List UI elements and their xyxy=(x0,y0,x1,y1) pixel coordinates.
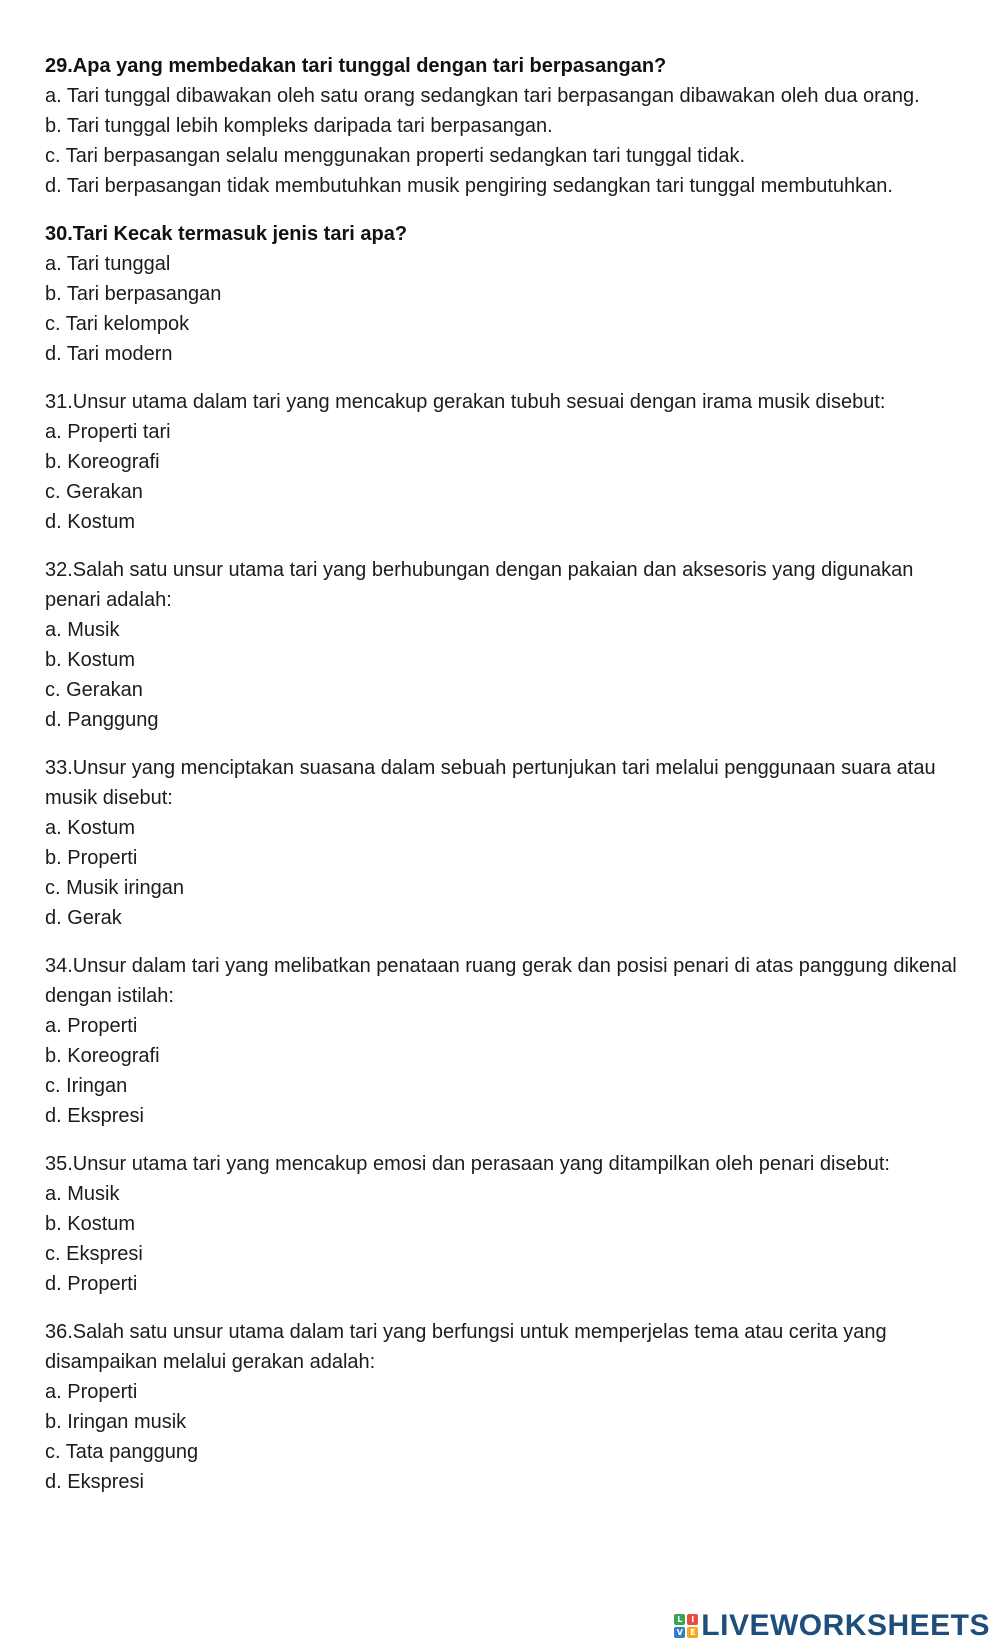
answer-option: b. Iringan musik xyxy=(45,1411,187,1433)
question-block xyxy=(45,387,965,537)
answer-option: d. Kostum xyxy=(45,511,136,533)
question-text: 35.Unsur utama tari yang mencakup emosi dan perasaan yang ditampilkan oleh penari disebut: xyxy=(45,1153,890,1175)
answer-option: c. Tata panggung xyxy=(45,1441,199,1463)
answer-option: a. Tari tunggal xyxy=(45,253,171,275)
answer-option: d. Ekspresi xyxy=(45,1471,144,1493)
answer-option: c. Tari berpasangan selalu menggunakan properti sedangkan tari tunggal tidak. xyxy=(45,145,746,167)
answer-option: c. Gerakan xyxy=(45,481,143,503)
worksheet xyxy=(45,51,965,1515)
question-text: 33.Unsur yang menciptakan suasana dalam sebuah pertunjukan tari melalui penggunaan suara atau musik disebut: xyxy=(45,757,936,809)
question-text: 29.Apa yang membedakan tari tunggal dengan tari berpasangan? xyxy=(45,55,667,77)
answer-option: b. Properti xyxy=(45,847,138,869)
answer-option: b. Kostum xyxy=(45,1213,136,1235)
logo-letter-v: V xyxy=(674,1627,685,1638)
question-block xyxy=(45,219,965,369)
answer-option: d. Ekspresi xyxy=(45,1105,144,1127)
answer-option: a. Tari tunggal dibawakan oleh satu orang sedangkan tari berpasangan dibawakan oleh dua orang. xyxy=(45,85,920,107)
logo-letter-l: L xyxy=(674,1614,685,1625)
logo-letter-i: I xyxy=(687,1614,698,1625)
question-block xyxy=(45,1317,965,1497)
answer-option: a. Properti tari xyxy=(45,421,171,443)
answer-option: c. Iringan xyxy=(45,1075,128,1097)
answer-option: b. Koreografi xyxy=(45,451,160,473)
answer-option: a. Properti xyxy=(45,1015,138,1037)
answer-option: d. Gerak xyxy=(45,907,122,929)
brand-footer xyxy=(674,1609,990,1643)
answer-option: c. Ekspresi xyxy=(45,1243,143,1265)
answer-option: d. Tari berpasangan tidak membutuhkan musik pengiring sedangkan tari tunggal membutuhkan. xyxy=(45,175,893,197)
answer-option: a. Kostum xyxy=(45,817,136,839)
answer-option: d. Tari modern xyxy=(45,343,173,365)
question-block xyxy=(45,1149,965,1299)
question-block xyxy=(45,555,965,735)
answer-option: a. Properti xyxy=(45,1381,138,1403)
answer-option: c. Gerakan xyxy=(45,679,143,701)
answer-option: c. Musik iringan xyxy=(45,877,184,899)
answer-option: b. Koreografi xyxy=(45,1045,160,1067)
answer-option: d. Properti xyxy=(45,1273,138,1295)
question-text: 32.Salah satu unsur utama tari yang berhubungan dengan pakaian dan aksesoris yang digunakan penari adalah: xyxy=(45,559,914,611)
answer-option: b. Tari berpasangan xyxy=(45,283,222,305)
answer-option: c. Tari kelompok xyxy=(45,313,190,335)
liveworksheets-logo-icon xyxy=(674,1614,698,1638)
brand-name: LIVEWORKSHEETS xyxy=(701,1609,990,1642)
question-text: 36.Salah satu unsur utama dalam tari yang berfungsi untuk memperjelas tema atau cerita yang disampaikan melalui gerakan adalah: xyxy=(45,1321,887,1373)
answer-option: d. Panggung xyxy=(45,709,159,731)
answer-option: b. Kostum xyxy=(45,649,136,671)
question-text: 34.Unsur dalam tari yang melibatkan penataan ruang gerak dan posisi penari di atas panggung dikenal dengan istilah: xyxy=(45,955,957,1007)
question-block xyxy=(45,951,965,1131)
question-block xyxy=(45,753,965,933)
question-block xyxy=(45,51,965,201)
answer-option: a. Musik xyxy=(45,619,120,641)
answer-option: a. Musik xyxy=(45,1183,120,1205)
logo-letter-e: E xyxy=(687,1627,698,1638)
question-text: 31.Unsur utama dalam tari yang mencakup gerakan tubuh sesuai dengan irama musik disebut: xyxy=(45,391,886,413)
answer-option: b. Tari tunggal lebih kompleks daripada tari berpasangan. xyxy=(45,115,553,137)
question-text: 30.Tari Kecak termasuk jenis tari apa? xyxy=(45,223,408,245)
